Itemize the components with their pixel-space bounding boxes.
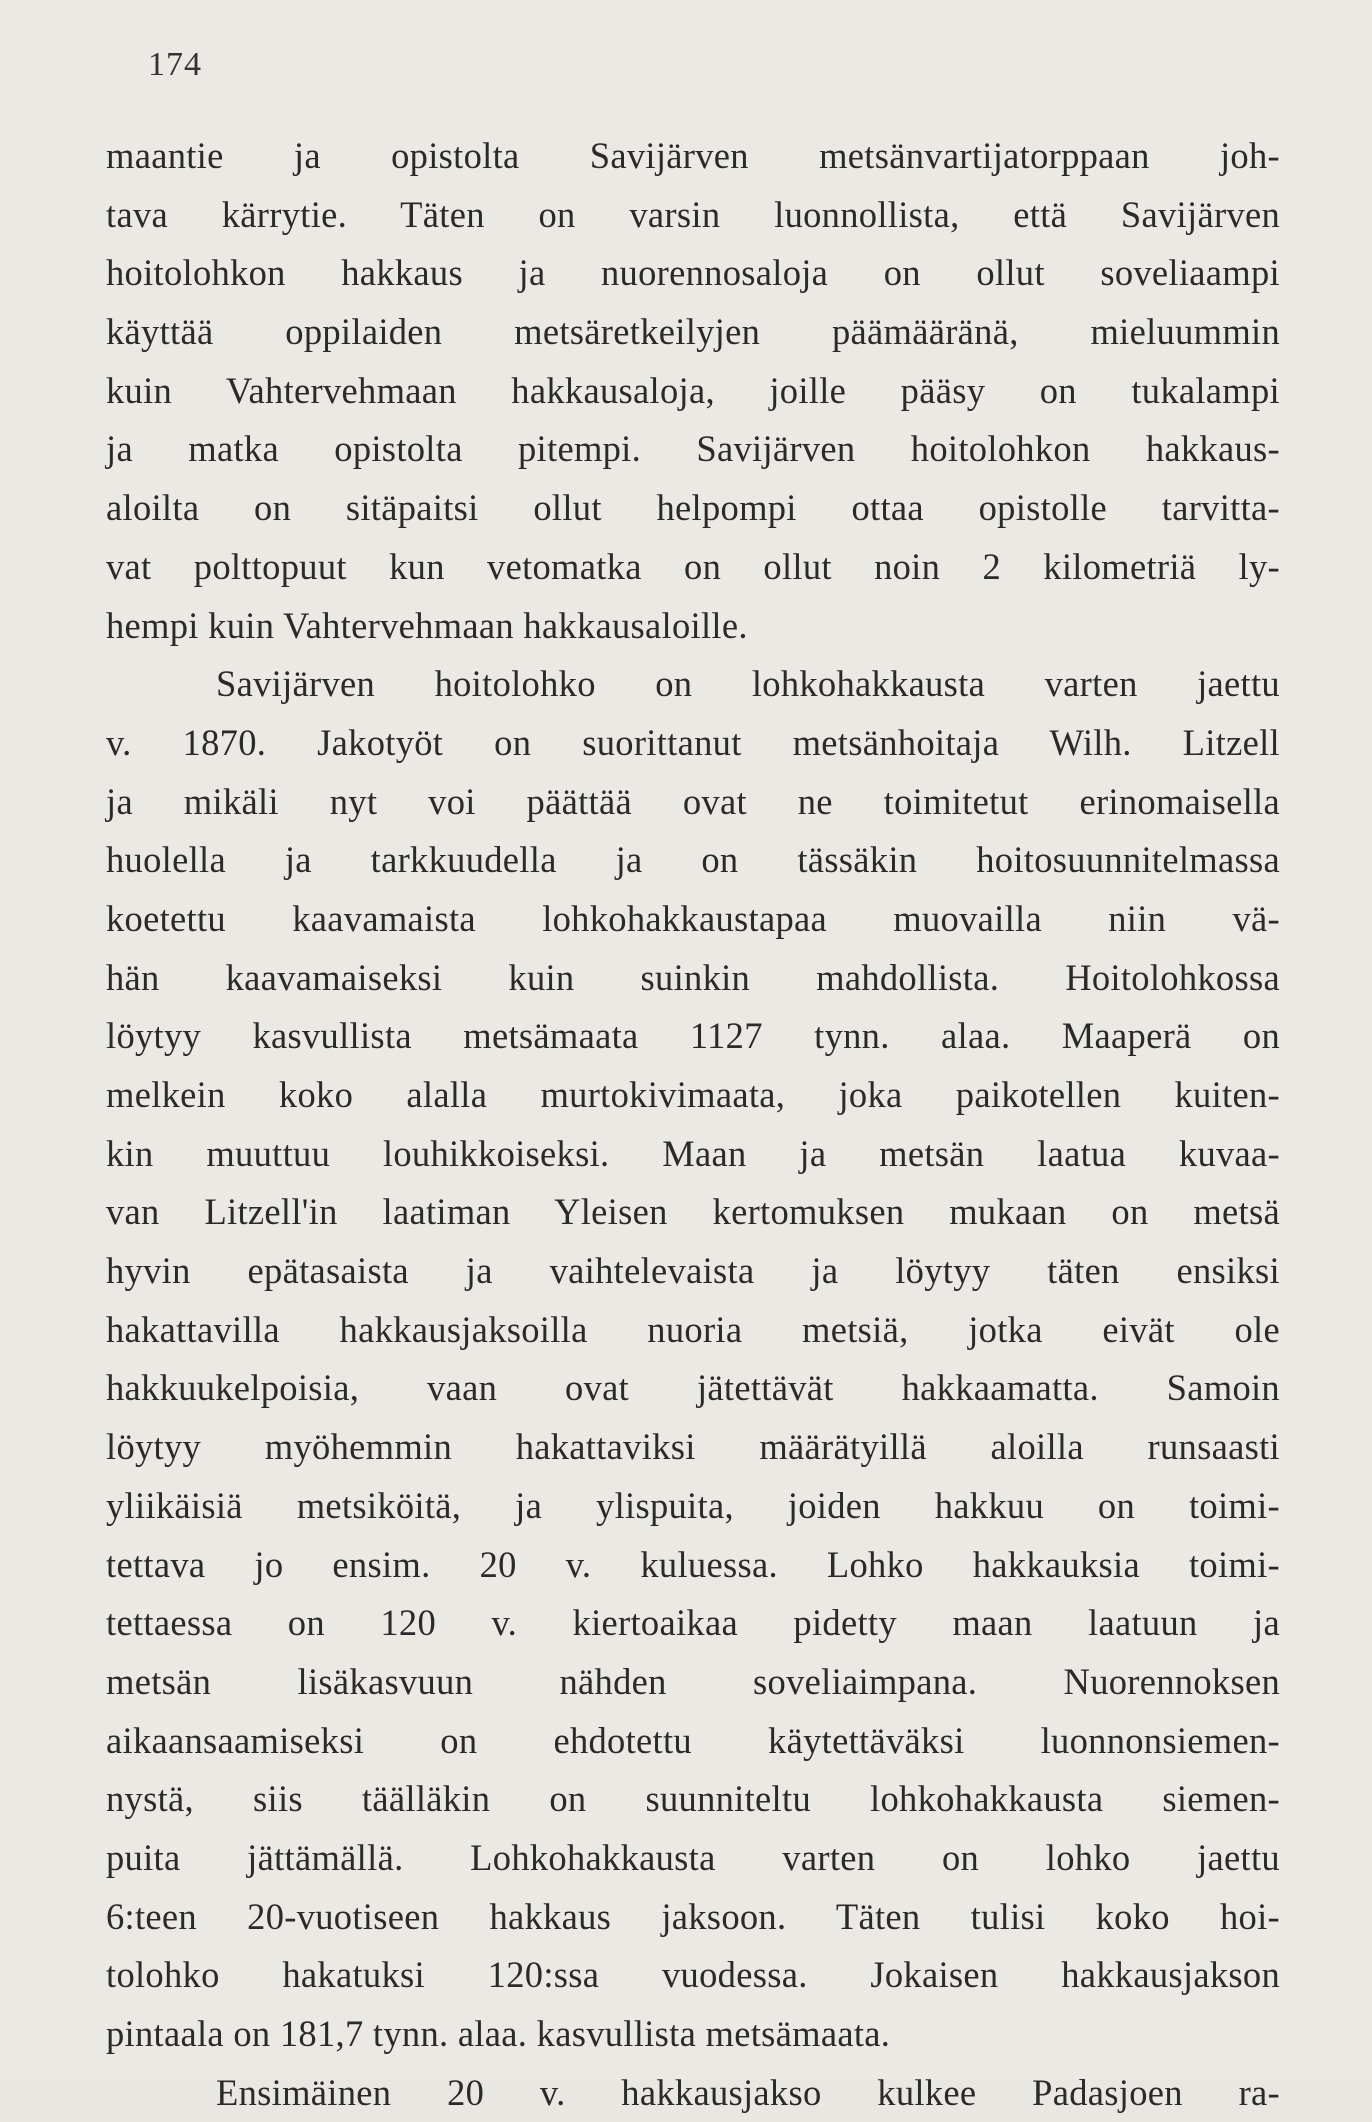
text-line: ja mikäli nyt voi päättää ovat ne toimitetut erinomaisella [106,780,1280,822]
text-line: 6:teen 20-vuotiseen hakkaus jaksoon. Täten tulisi koko hoi- [106,1895,1280,1937]
text-line: tava kärrytie. Täten on varsin luonnollista, että Savijärven [106,193,1280,235]
text-line: nystä, siis täälläkin on suunniteltu lohkohakkausta siemen- [106,1778,1280,1820]
text-line: tettaessa on 120 v. kiertoaikaa pidetty maan laatuun ja [106,1602,1280,1644]
text-line: hoitolohkon hakkaus ja nuorennosaloja on ollut soveliaampi [106,252,1280,294]
text-line: käyttää oppilaiden metsäretkeilyjen päämääränä, mieluummin [106,311,1280,353]
paragraph-start-line: Savijärven hoitolohko on lohkohakkausta varten jaettu [216,663,1280,705]
text-line: metsän lisäkasvuun nähden soveliaimpana. Nuorennoksen [106,1660,1280,1702]
text-line: van Litzell'in laatiman Yleisen kertomuksen mukaan on metsä [106,1191,1280,1233]
text-line: hempi kuin Vahtervehmaan hakkausaloille. [106,604,748,646]
body-text [106,127,1280,2122]
text-line: tolohko hakatuksi 120:ssa vuodessa. Jokaisen hakkausjakson [106,1954,1280,1996]
text-line: aloilta on sitäpaitsi ollut helpompi ottaa opistolle tarvitta- [106,487,1280,529]
text-line: yliikäisiä metsiköitä, ja ylispuita, joiden hakkuu on toimi- [106,1484,1280,1526]
text-line: tettava jo ensim. 20 v. kuluessa. Lohko hakkauksia toimi- [106,1543,1280,1585]
text-line: koetettu kaavamaista lohkohakkaustapaa muovailla niin vä- [106,897,1280,939]
text-line: hakattavilla hakkausjaksoilla nuoria metsiä, jotka eivät ole [106,1308,1280,1350]
text-line: kin muuttuu louhikkoiseksi. Maan ja metsän laatua kuvaa- [106,1132,1280,1174]
text-line: huolella ja tarkkuudella ja on tässäkin hoitosuunnitelmassa [106,839,1280,881]
text-line: hyvin epätasaista ja vaihtelevaista ja löytyy täten ensiksi [106,1250,1280,1292]
text-line: löytyy kasvullista metsämaata 1127 tynn. alaa. Maaperä on [106,1015,1280,1057]
text-line: melkein koko alalla murtokivimaata, joka paikotellen kuiten- [106,1074,1280,1115]
text-line: kuin Vahtervehmaan hakkausaloja, joille pääsy on tukalampi [106,369,1280,411]
text-line: vat polttopuut kun vetomatka on ollut noin 2 kilometriä ly- [106,545,1280,587]
text-line: hakkuukelpoisia, vaan ovat jätettävät hakkaamatta. Samoin [106,1367,1280,1409]
text-line: maantie ja opistolta Savijärven metsänvartijatorppaan joh- [106,135,1280,176]
text-line: ja matka opistolta pitempi. Savijärven hoitolohkon hakkaus- [106,428,1280,470]
text-line: puita jättämällä. Lohkohakkausta varten on lohko jaettu [106,1836,1280,1878]
text-line: pintaala on 181,7 tynn. alaa. kasvullista metsämaata. [106,2013,891,2054]
page-number: 174 [148,46,202,83]
text-line: hän kaavamaiseksi kuin suinkin mahdollista. Hoitolohkossa [106,956,1280,998]
paragraph-start-line: Ensimäinen 20 v. hakkausjakso kulkee Padasjoen ra- [216,2071,1280,2113]
text-line: löytyy myöhemmin hakattaviksi määrätyillä aloilla runsaasti [106,1426,1280,1468]
text-line: aikaansaamiseksi on ehdotettu käytettäväksi luonnonsiemen- [106,1719,1280,1761]
text-line: v. 1870. Jakotyöt on suorittanut metsänhoitaja Wilh. Litzell [106,721,1280,763]
